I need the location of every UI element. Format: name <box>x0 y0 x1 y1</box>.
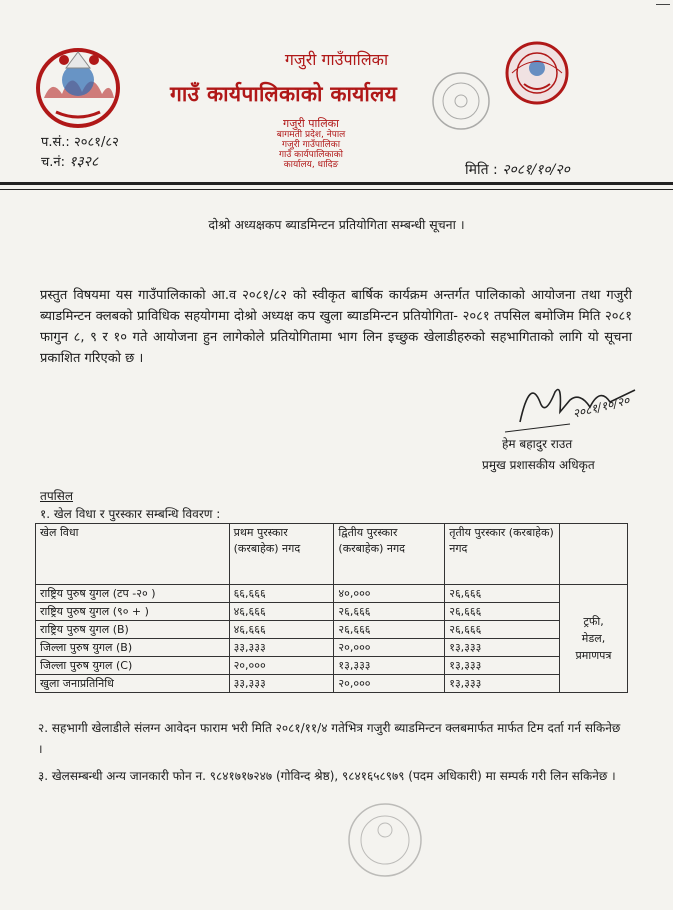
stamp-line: बागमती प्रदेश, नेपाल <box>276 130 346 140</box>
third-prize-cell: १३,३३३ <box>445 675 560 693</box>
signatory-title: प्रमुख प्रशासकीय अधिकृत <box>482 458 595 472</box>
third-prize-cell: २६,६६६ <box>445 585 560 603</box>
table-row <box>36 657 628 675</box>
third-prize-cell: २६,६६६ <box>445 621 560 639</box>
event-cell: जिल्ला पुरुष युगल (B) <box>36 639 230 657</box>
signatory-name: हेम बहादुर राउत <box>502 437 573 451</box>
table-row <box>36 639 628 657</box>
second-prize-cell: २६,६६६ <box>334 603 445 621</box>
item-1-heading: १. खेल विधा र पुरस्कार सम्बन्धि विवरण : <box>40 507 221 521</box>
dispatch-number <box>41 152 98 171</box>
date-label: मिति : <box>465 162 498 178</box>
notice-subject: दोश्रो अध्यक्षकप ब्याडमिन्टन प्रतियोगिता सम्बन्धी सूचना । <box>208 217 465 232</box>
first-prize-cell: ३३,३३३ <box>229 675 334 693</box>
first-prize-cell: ६६,६६६ <box>229 585 334 603</box>
cno-label: च.नं: <box>41 155 65 170</box>
third-prize-cell: १३,३३३ <box>445 639 560 657</box>
event-cell: राष्ट्रिय पुरुष युगल (९० + ) <box>36 603 230 621</box>
third-prize-cell: १३,३३३ <box>445 657 560 675</box>
table-row <box>36 603 628 621</box>
letter-date <box>465 160 570 179</box>
reward-line: ट्रफी, <box>583 615 604 628</box>
note-contact: ३. खेलसम्बन्धी अन्य जानकारी फोन न. ९८४१७१७२४७ (गोविन्द श्रेष्ठ), ९८४१६५८९७९ (पदम अधिकारी) मा सम्पर्क गरी लिन सकिनेछ । <box>38 769 616 783</box>
office-title: गाउँ कार्यपालिकाको कार्यालय <box>170 82 398 106</box>
header-second-prize: द्वितीय पुरस्कार (करबाहेक) नगद <box>334 524 445 585</box>
header-extra <box>560 524 628 585</box>
stamp-line: गजुरी गाउँपालिका <box>281 140 341 150</box>
reward-line: प्रमाणपत्र <box>575 649 612 662</box>
date-value: २०८१/१०/२० <box>502 162 570 178</box>
event-cell: राष्ट्रिय पुरुष युगल (B) <box>36 621 230 639</box>
first-prize-cell: ४६,६६६ <box>229 621 334 639</box>
header-event: खेल विधा <box>36 524 230 585</box>
second-prize-cell: ४०,००० <box>334 585 445 603</box>
header-rule-thin <box>0 189 673 190</box>
corner-mark <box>656 4 670 5</box>
table-header-row <box>36 524 628 585</box>
note-registration: २. सहभागी खेलाडीले संलग्न आवेदन फाराम भरी मिति २०८१/११/४ गतेभित्र गजुरी ब्याडमिन्टन क्लबमार्फत मार्फत टिम दर्ता गर्न सकिनेछ । <box>38 721 621 756</box>
municipality-name: गजुरी गाउँपालिका <box>284 50 389 69</box>
header-third-prize: तृतीय पुरस्कार (करबाहेक) नगद <box>445 524 560 585</box>
ref-value: २०८१/८२ <box>73 135 119 150</box>
event-cell: खुला जनाप्रतिनिधि <box>36 675 230 693</box>
cno-value: १३२८ <box>69 154 99 170</box>
header-first-prize: प्रथम पुरस्कार (करबाहेक) नगद <box>229 524 334 585</box>
event-cell: राष्ट्रिय पुरुष युगल (टप -२० ) <box>36 585 230 603</box>
notice-body: प्रस्तुत विषयमा यस गाउँपालिकाको आ.व २०८१/८२ को स्वीकृत बार्षिक कार्यक्रम अन्तर्गत पालिकाको आयोजना तथा गजुरी ब्याडमिन्टन क्लबको प्राविधिक सहयोगमा दोश्रो अध्यक्ष कप खुला ब्याडमिन्टन प्रतियोगिता- २०८१ तपसिल बमोजिम मिति २०८१ फागुन ८, ९ र १० गते आयोजना हुन लागेकोले प्रतियोगितामा भाग लिन इच्छुक खेलाडीहरुको सहभागिताको लागि यो सूचना प्रकाशित गरिएको छ । <box>40 288 632 366</box>
extra-reward-cell <box>560 585 628 693</box>
header-rule-thick <box>0 182 673 185</box>
reward-line: मेडल, <box>581 632 606 645</box>
office-stamp-bottom <box>345 800 425 880</box>
event-cell: जिल्ला पुरुष युगल (C) <box>36 657 230 675</box>
stamp-line: कार्यालय, धादिङ <box>283 160 339 170</box>
office-stamp-text <box>246 117 376 170</box>
table-row <box>36 675 628 693</box>
table-row <box>36 621 628 639</box>
prize-table <box>35 523 628 693</box>
stamp-line: गजुरी पालिका <box>283 117 339 130</box>
office-stamp <box>430 70 492 132</box>
stamp-line: गाउँ कार्यपालिकाको <box>278 150 344 160</box>
second-prize-cell: १३,३३३ <box>334 657 445 675</box>
reference-number <box>41 132 119 150</box>
first-prize-cell: ३३,३३३ <box>229 639 334 657</box>
first-prize-cell: २०,००० <box>229 657 334 675</box>
first-prize-cell: ४६,६६६ <box>229 603 334 621</box>
second-prize-cell: २६,६६६ <box>334 621 445 639</box>
second-prize-cell: २०,००० <box>334 639 445 657</box>
table-row <box>36 585 628 603</box>
tapsil-heading: तपसिल <box>40 489 74 503</box>
second-prize-cell: २०,००० <box>334 675 445 693</box>
third-prize-cell: २६,६६६ <box>445 603 560 621</box>
signature-date: २०८१/१०/२० <box>571 393 631 421</box>
ref-label: प.सं.: <box>41 135 70 150</box>
